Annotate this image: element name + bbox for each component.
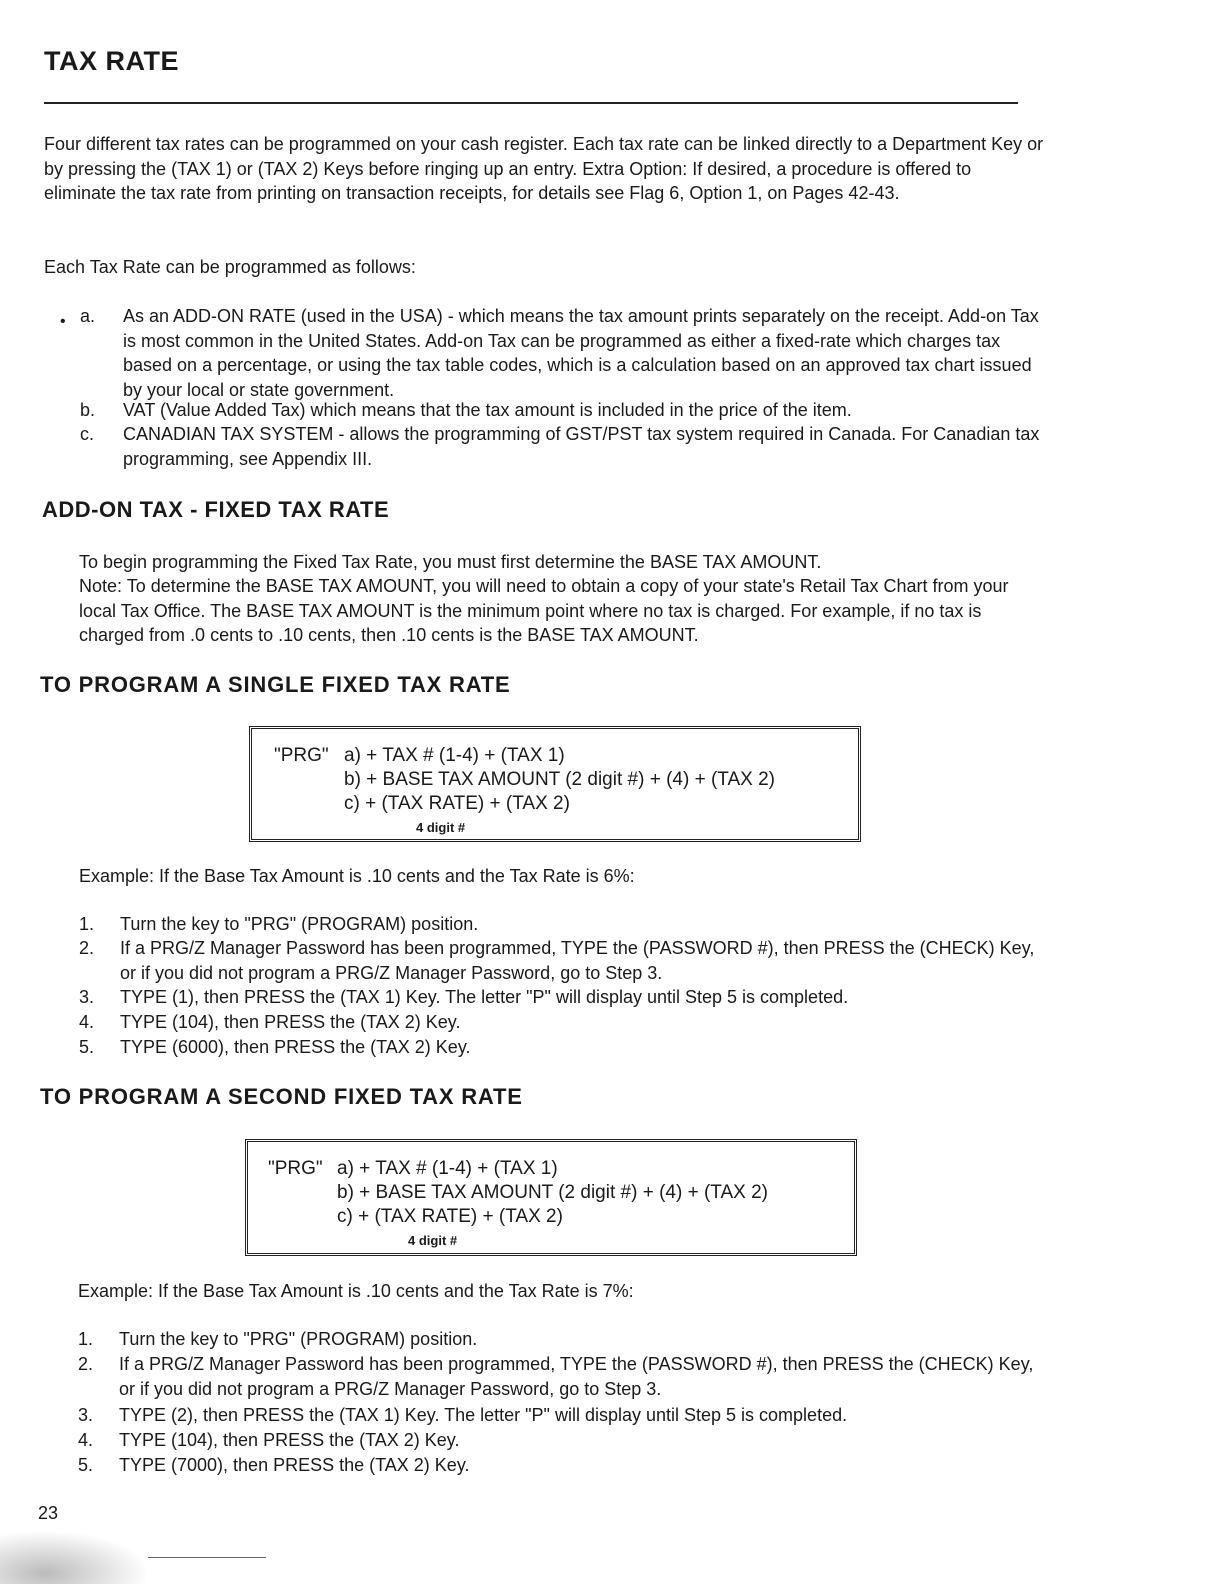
step-number: 4. — [79, 1012, 95, 1032]
section-heading: TO PROGRAM A SINGLE FIXED TAX RATE — [40, 672, 511, 697]
step-text: Turn the key to "PRG" (PROGRAM) position. — [119, 1329, 478, 1349]
intro-paragraph: Four different tax rates can be programmed on your cash register. Each tax rate can be linked directly to a Department Key or by pressing the (TAX 1) or (TAX 2) Keys before ringing up an entry. Extra Option: If desired, a procedure is offered to eliminate the tax rate from printing on transaction receipts, for details see Flag 6, Option 1, on Pages 42-43. — [44, 134, 1044, 203]
list-item-text: As an ADD-ON RATE (used in the USA) - which means the tax amount prints separately on the receipt. Add-on Tax is most common in the United States. Add-on Tax can be programmed as either a fixed-rate which charges tax based on a percentage, or using the tax table codes, which is a calculation based on an approved tax chart issued by your local or state government. — [123, 306, 1039, 400]
step-number: 1. — [79, 914, 95, 934]
step-text: TYPE (7000), then PRESS the (TAX 2) Key. — [119, 1455, 470, 1475]
list-item-label: c. — [80, 424, 95, 444]
step-text: TYPE (1), then PRESS the (TAX 1) Key. The letter "P" will display until Step 5 is completed. — [120, 987, 849, 1007]
step-number: 5. — [79, 1037, 95, 1057]
step-text: Turn the key to "PRG" (PROGRAM) position. — [120, 914, 479, 934]
sequence-line-a: a) + TAX # (1-4) + (TAX 1) — [344, 745, 565, 766]
bullet-icon: • — [60, 313, 66, 330]
sequence-line-b: b) + BASE TAX AMOUNT (2 digit #) + (4) + (TAX 2) — [337, 1182, 768, 1203]
list-item-label: a. — [80, 306, 96, 326]
step-text: TYPE (2), then PRESS the (TAX 1) Key. The letter "P" will display until Step 5 is completed. — [119, 1405, 848, 1425]
step-number: 5. — [78, 1455, 94, 1475]
title-divider — [44, 102, 1018, 104]
step-number: 1. — [78, 1329, 94, 1349]
addon-note: Note: To determine the BASE TAX AMOUNT, you will need to obtain a copy of your state's Retail Tax Chart from your local Tax Office. The BASE TAX AMOUNT is the minimum point where no tax is charged. For example, if no tax is charged from .0 cents to .10 cents, then .10 cents is the BASE TAX AMOUNT. — [79, 576, 1009, 645]
step-text: TYPE (6000), then PRESS the (TAX 2) Key. — [120, 1037, 471, 1057]
example-text: Example: If the Base Tax Amount is .10 cents and the Tax Rate is 7%: — [78, 1281, 634, 1301]
sequence-line-c: c) + (TAX RATE) + (TAX 2) — [344, 793, 570, 814]
addon-text: To begin programming the Fixed Tax Rate, you must first determine the BASE TAX AMOUNT. — [79, 552, 822, 572]
sequence-line-a: a) + TAX # (1-4) + (TAX 1) — [337, 1158, 558, 1179]
sequence-line-c: c) + (TAX RATE) + (TAX 2) — [337, 1206, 563, 1227]
digit-note: 4 digit # — [416, 820, 466, 835]
key-sequence-box — [245, 1139, 857, 1256]
example-text: Example: If the Base Tax Amount is .10 cents and the Tax Rate is 6%: — [79, 866, 635, 886]
page-number: 23 — [38, 1503, 59, 1523]
digit-note: 4 digit # — [408, 1233, 458, 1248]
each-tax-text: Each Tax Rate can be programmed as follows: — [44, 257, 416, 277]
step-number: 4. — [78, 1430, 94, 1450]
key-sequence-box — [249, 726, 861, 842]
list-item-label: b. — [80, 400, 96, 420]
step-text: If a PRG/Z Manager Password has been programmed, TYPE the (PASSWORD #), then PRESS the (CHECK) Key, or if you did not program a PRG/Z Manager Password, go to Step 3. — [119, 1354, 1034, 1399]
sequence-line-b: b) + BASE TAX AMOUNT (2 digit #) + (4) + (TAX 2) — [344, 769, 775, 790]
section-heading: TO PROGRAM A SECOND FIXED TAX RATE — [40, 1084, 523, 1109]
step-text: TYPE (104), then PRESS the (TAX 2) Key. — [119, 1430, 460, 1450]
step-number: 3. — [78, 1405, 94, 1425]
prg-label: "PRG" — [274, 745, 329, 766]
step-text: TYPE (104), then PRESS the (TAX 2) Key. — [120, 1012, 461, 1032]
footer-line — [148, 1557, 266, 1558]
list-item-text: CANADIAN TAX SYSTEM - allows the programming of GST/PST tax system required in Canada. For Canadian tax programming, see Appendix III. — [123, 424, 1040, 469]
page-title: TAX RATE — [44, 46, 179, 76]
addon-heading: ADD-ON TAX - FIXED TAX RATE — [42, 497, 390, 522]
step-number: 2. — [78, 1354, 94, 1374]
step-number: 3. — [79, 987, 95, 1007]
prg-label: "PRG" — [268, 1158, 323, 1179]
step-text: If a PRG/Z Manager Password has been programmed, TYPE the (PASSWORD #), then PRESS the (CHECK) Key, or if you did not program a PRG/Z Manager Password, go to Step 3. — [120, 938, 1035, 983]
list-item-text: VAT (Value Added Tax) which means that the tax amount is included in the price of the item. — [123, 400, 852, 420]
step-number: 2. — [79, 938, 95, 958]
scan-smudge — [0, 1530, 150, 1584]
